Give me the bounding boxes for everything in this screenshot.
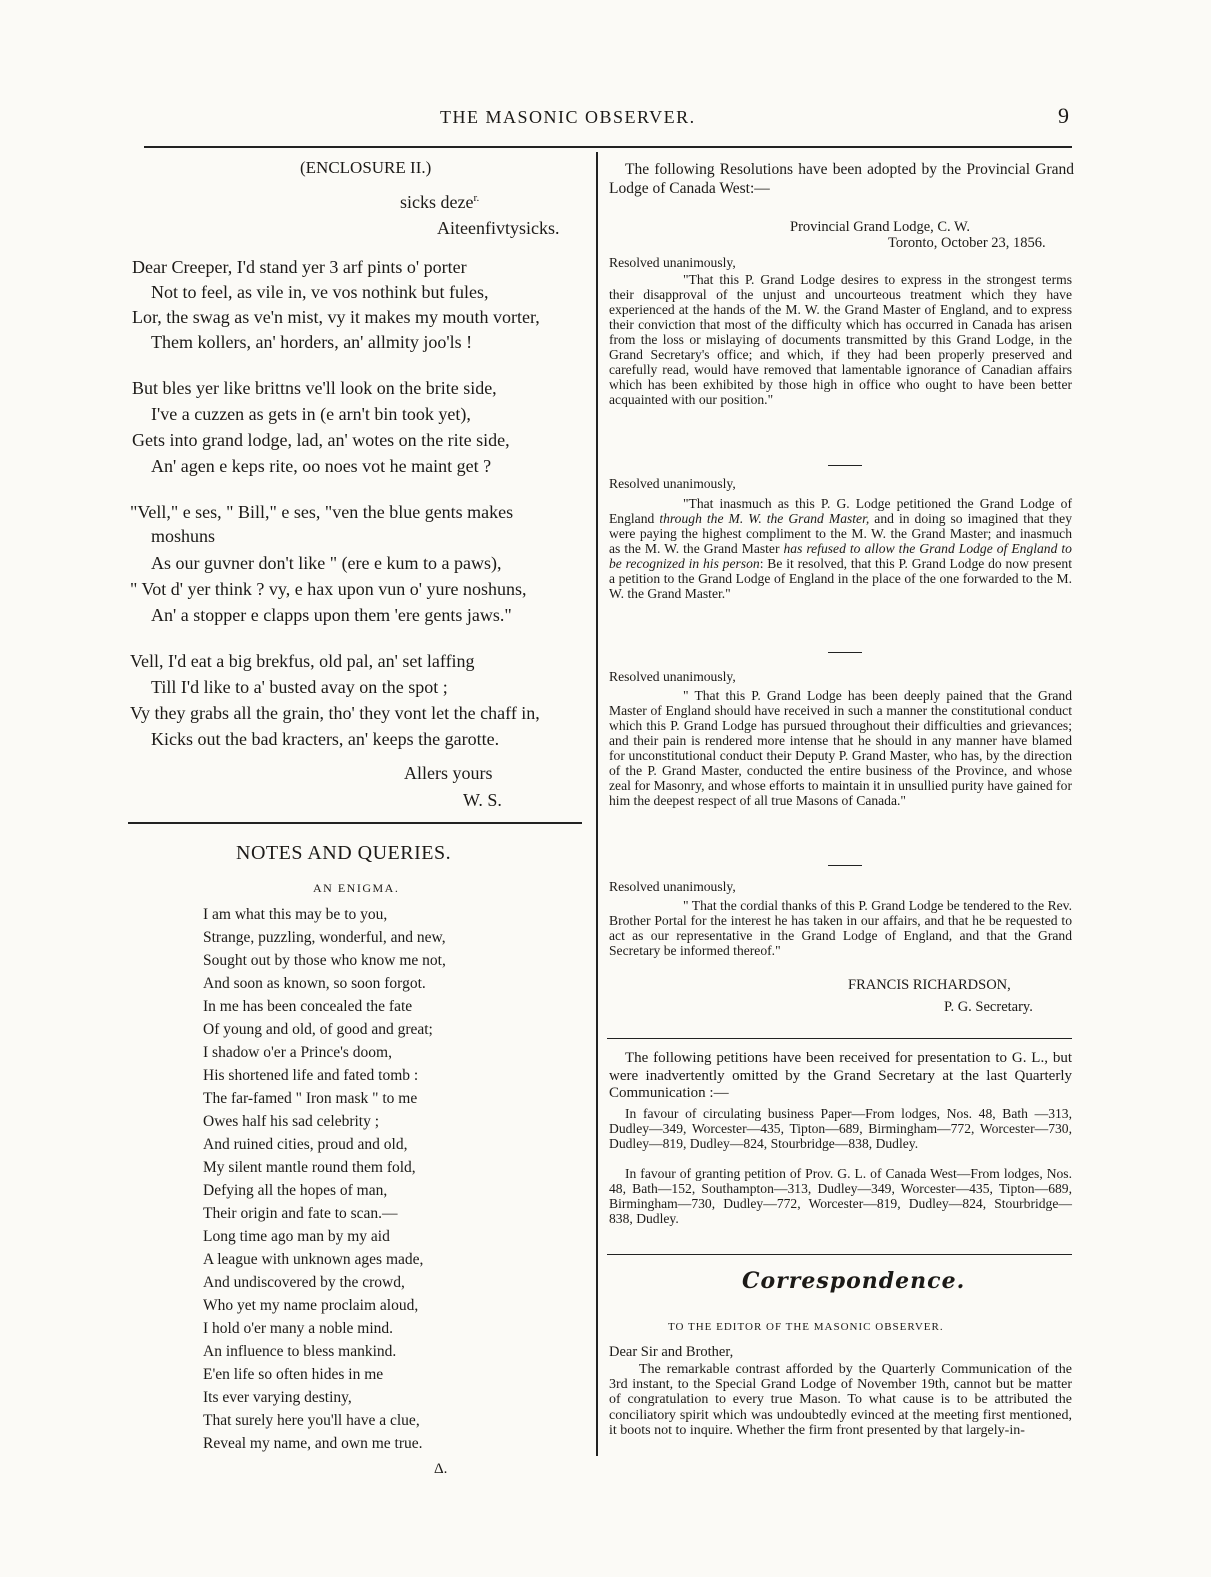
enigma-line: Of young and old, of good and great;	[203, 1021, 433, 1038]
enigma-line: In me has been concealed the fate	[203, 998, 413, 1015]
resolutions-dateline: Provincial Grand Lodge, C. W.	[790, 219, 971, 235]
page-number: 9	[1058, 103, 1069, 128]
enigma-line: E'en life so often hides in me	[203, 1366, 384, 1383]
resolution-divider	[828, 865, 862, 866]
enigma-line: Sought out by those who know me not,	[203, 952, 446, 969]
enigma-title: AN ENIGMA.	[313, 881, 400, 895]
verse-line: Dear Creeper, I'd stand yer 3 arf pints o' porter	[132, 257, 467, 277]
dateline-sup: r.	[473, 192, 480, 204]
resolved-label: Resolved unanimously,	[609, 476, 736, 491]
letter-body: The remarkable contrast afforded by the Quarterly Communication of the 3rd instant, to the Special Grand Lodge of November 19th, cannot but be matter of congratulation to every true Mason. To what cause is to be attributed the conciliatory spirit which was undoubtedly evinced at the meeting first mentioned, it boots not to inquire. Whether the firm front presented by that largely-in-	[609, 1362, 1072, 1438]
salutation: Dear Sir and Brother,	[609, 1344, 734, 1360]
enigma-line: And undiscovered by the crowd,	[203, 1274, 405, 1291]
resolution-divider	[828, 465, 862, 466]
resolved-label: Resolved unanimously,	[609, 255, 736, 270]
enigma-line: His shortened life and fated tomb :	[203, 1067, 419, 1084]
enigma-line: That surely here you'll have a clue,	[203, 1412, 420, 1429]
petitions-canada: In favour of granting petition of Prov. G. L. of Canada West—From lodges, Nos. 48, Bath—152, Southampton—313, Dudley—349, Worcester—435, Tipton—689, Birmingham—730, Dudley—772, Worcester—819, Dudley—824, Stourbridge—838, Dudley.	[609, 1166, 1072, 1226]
enigma-line: Long time ago man by my aid	[203, 1228, 390, 1245]
enigma-line: Reveal my name, and own me true.	[203, 1435, 423, 1452]
running-head: THE MASONIC OBSERVER.	[440, 107, 696, 127]
enigma-line: Strange, puzzling, wonderful, and new,	[203, 929, 446, 946]
resolution-2-text: "That inasmuch as this P. G. Lodge petitioned the Grand Lodge of England	[609, 496, 1072, 526]
resolutions-intro: The following Resolutions have been adopted by the Provincial Grand Lodge of Canada West:—	[609, 161, 1074, 197]
enigma-line: Its ever varying destiny,	[203, 1389, 352, 1406]
enigma-line: And ruined cities, proud and old,	[203, 1136, 408, 1153]
verse-line: Till I'd like to a' busted avay on the spot ;	[151, 677, 448, 697]
resolution-3: " That this P. Grand Lodge has been deeply pained that the Grand Master of England should have received in such a manner the constitutional conduct which this P. Grand Lodge has pursued throughout their difficulties and grievances; and their pain is rendered more intense that he should in any manner have blamed for unconstitutional conduct their Deputy P. Grand Master, who has, by the direction of the P. Grand Master, conducted the entire business of the Province, and whose zeal for Masonry, and whose efforts to maintain it in unsullied purity have gained for him the deepest respect of all true Masons of Canada."	[609, 688, 1072, 808]
verse-line: Kicks out the bad kracters, an' keeps the garotte.	[151, 729, 500, 749]
letter-dateline	[400, 192, 479, 213]
section-rule	[607, 1038, 1072, 1039]
enigma-line: Who yet my name proclaim aloud,	[203, 1297, 419, 1314]
resolution-2-italic: has refused to allow the Grand Lodge of England to be recognized in his person	[609, 541, 1072, 571]
enigma-line: A league with unknown ages made,	[203, 1251, 424, 1268]
resolution-2	[609, 496, 1072, 601]
resolution-4: " That the cordial thanks of this P. Grand Lodge be tendered to the Rev. Brother Portal for the interest he has taken in our affairs, and that he be requested to act as our representative in the Grand Lodge of England, and that the Grand Secretary be informed thereof."	[609, 898, 1072, 958]
verse-line: Not to feel, as vile in, ve vos nothink but fules,	[151, 282, 489, 302]
verse-line: An' agen e keps rite, oo noes vot he maint get ?	[151, 456, 492, 476]
letter-closing: Allers yours	[404, 763, 493, 783]
enigma-line: An influence to bless mankind.	[203, 1343, 397, 1360]
letter-signature: W. S.	[463, 790, 502, 810]
section-rule	[607, 1254, 1072, 1255]
resolution-2-italic: through the M. W. the Grand Master,	[659, 511, 870, 526]
enclosure-title: (ENCLOSURE II.)	[300, 158, 432, 177]
resolution-2-text: : Be it resolved, that this P. Grand Lodge do now present a petition to the Grand Lodge of England in the place of the one forwarded to the M. W. the Grand Master."	[609, 556, 1072, 601]
signatory-name: FRANCIS RICHARDSON,	[848, 977, 1011, 993]
verse-line: Vell, I'd eat a big brekfus, old pal, an' set laffing	[130, 651, 475, 671]
section-rule	[128, 822, 582, 824]
verse-line: "Vell," e ses, " Bill," e ses, "ven the blue gents makes	[130, 502, 514, 522]
verse-line: Vy they grabs all the grain, tho' they vont let the chaff in,	[130, 703, 540, 723]
resolution-2-text: and in doing so imagined that they were paying the highest compliment to the M. W. the Grand Master; and inasmuch as the M. W. the Grand Master	[609, 511, 1073, 556]
verse-line: I've a cuzzen as gets in (e arn't bin took yet),	[151, 404, 471, 424]
verse-line: moshuns	[151, 526, 216, 546]
verse-line: Gets into grand lodge, lad, an' wotes on the rite side,	[132, 430, 510, 450]
enigma-line: I am what this may be to you,	[203, 906, 388, 923]
verse-line: " Vot d' yer think ? vy, e hax upon vun o' yure noshuns,	[130, 579, 527, 599]
correspondence-title: Correspondence.	[742, 1268, 966, 1294]
verse-line: But bles yer like brittns ve'll look on the brite side,	[132, 378, 497, 398]
resolution-1: "That this P. Grand Lodge desires to express in the strongest terms their disapproval of the unjust and uncourteous treatment which they have experienced at the hands of the M. W. the Grand Master of England, and to express their conviction that most of the difficulty which has occurred in Canada has arisen from the loss or mislaying of documents transmitted by this Grand Lodge, in the Grand Secretary's office; and which, if they had been properly preserved and carefully read, would have removed that lamentable ignorance of Canadian affairs which has been exhibited by those high in office who ought to have been better acquainted with our position."	[609, 272, 1072, 407]
enigma-line: I hold o'er many a noble mind.	[203, 1320, 394, 1337]
enigma-line: Their origin and fate to scan.—	[203, 1205, 398, 1222]
enigma-signature: Δ.	[434, 1461, 448, 1477]
dateline-day: sicks deze	[400, 192, 474, 212]
resolved-label: Resolved unanimously,	[609, 879, 736, 894]
resolved-label: Resolved unanimously,	[609, 669, 736, 684]
letter-year: Aiteenfivtysicks.	[437, 218, 560, 238]
enigma-line: Defying all the hopes of man,	[203, 1182, 388, 1199]
enigma-line: My silent mantle round them fold,	[203, 1159, 416, 1176]
petitions-intro: The following petitions have been received for presentation to G. L., but were inadvertently omitted by the Grand Secretary at the last Quarterly Communication :—	[609, 1050, 1072, 1101]
column-divider	[596, 152, 598, 1456]
header-rule	[144, 146, 1072, 148]
verse-line: Them kollers, an' horders, an' allmity joo'ls !	[151, 332, 473, 352]
verse-line: As our guvner don't like " (ere e kum to a paws),	[151, 553, 502, 573]
resolution-divider	[828, 652, 862, 653]
petitions-circulating: In favour of circulating business Paper—From lodges, Nos. 48, Bath —313, Dudley—349, Worcester—435, Tipton—689, Birmingham—772, Worcester—730, Dudley—819, Dudley—824, Stourbridge—838, Dudley.	[609, 1106, 1072, 1151]
enigma-line: The far-famed " Iron mask " to me	[203, 1090, 418, 1107]
resolutions-date: Toronto, October 23, 1856.	[888, 235, 1046, 251]
verse-line: Lor, the swag as ve'n mist, vy it makes my mouth vorter,	[132, 307, 540, 327]
enigma-line: I shadow o'er a Prince's doom,	[203, 1044, 392, 1061]
notes-title: NOTES AND QUERIES.	[236, 842, 452, 864]
enigma-line: And soon as known, so soon forgot.	[203, 975, 426, 992]
enigma-line: Owes half his sad celebrity ;	[203, 1113, 380, 1130]
to-editor: TO THE EDITOR OF THE MASONIC OBSERVER.	[668, 1321, 944, 1333]
signatory-title: P. G. Secretary.	[944, 999, 1033, 1015]
verse-line: An' a stopper e clapps upon them 'ere gents jaws."	[151, 605, 512, 625]
